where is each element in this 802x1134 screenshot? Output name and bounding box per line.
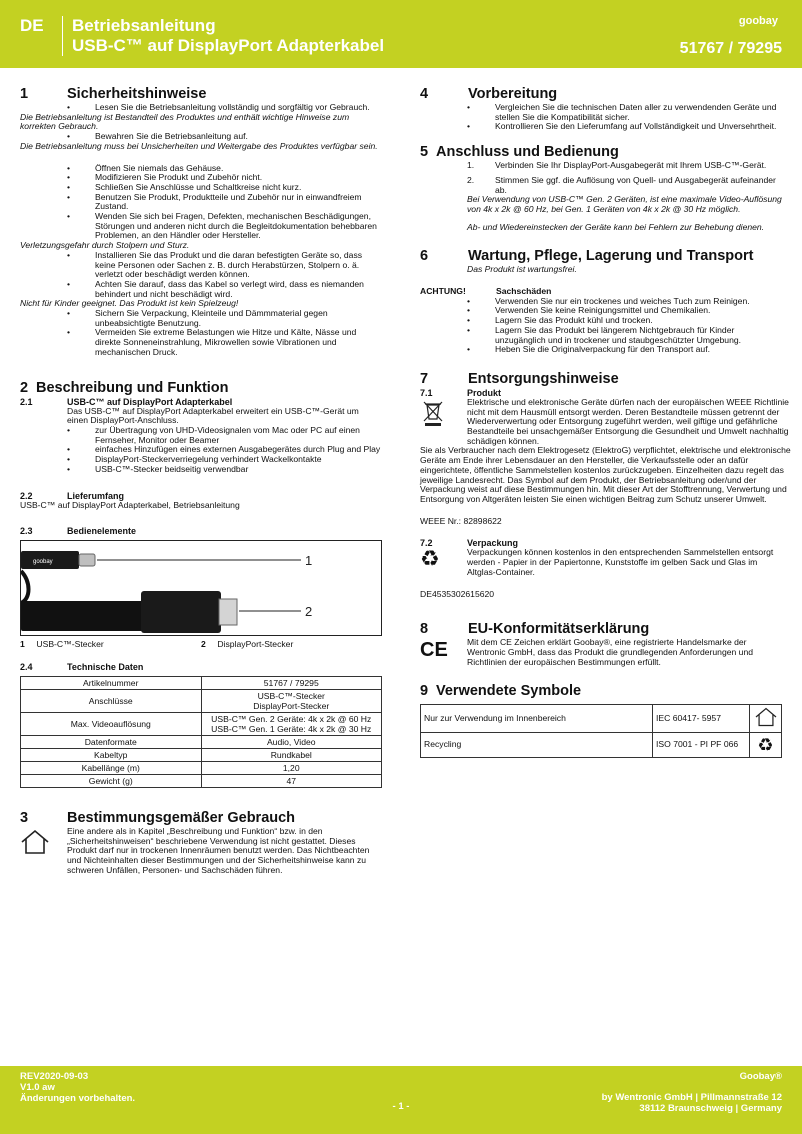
table-row	[21, 676, 382, 689]
safety-list-b	[20, 251, 382, 300]
revision: REV2020-09-03	[20, 1071, 89, 1082]
page-header	[0, 0, 802, 68]
registration-number: DE4535302615620	[420, 588, 495, 599]
paragraph: Eine andere als in Kapitel „Beschreibung und Funktion“ bzw. in den „Sicherheitshinweisen“ beschriebene Verwendung ist nicht gestattet. Dieses Produkt darf nur in trockenen Innenräumen benutzt werden. Das Nichtbeachten und Nichteinhalten dieser Bestimmungen und der Sicherheitshinweise kann zu schweren Unfällen, Personen- und Sachschäden führen.	[67, 825, 370, 875]
section-2-heading	[20, 380, 382, 397]
conformity-body	[420, 638, 786, 667]
subsection-number: 2.4	[20, 661, 33, 672]
table-cell: Artikelnummer	[21, 676, 202, 689]
step-text: Stimmen Sie ggf. die Auflösung von Quell- und Ausgabegerät aufeinander ab.	[495, 174, 776, 195]
weee-number: WEEE Nr.: 82898622	[420, 515, 502, 526]
list-item: • DisplayPort-Steckerverriegelung verhindert Wackelkontakte	[95, 455, 382, 465]
house-icon	[20, 829, 50, 855]
step-number: 1.	[467, 160, 475, 171]
caption-text: DisplayPort-Stecker	[217, 639, 294, 650]
italic-note: Die Betriebsanleitung muss bei Unsicherheiten und Weitergabe des Produktes verfügbar sein.	[20, 140, 378, 151]
table-cell: Anschlüsse	[21, 689, 202, 712]
table-cell: IEC 60417- 5957	[653, 705, 750, 733]
brand-name: Goobay®	[739, 1071, 782, 1082]
section-title: Vorbereitung	[468, 86, 558, 102]
connection-steps	[420, 161, 786, 195]
left-column	[20, 86, 382, 875]
cell-value: 47	[286, 775, 297, 786]
table-row	[21, 774, 382, 787]
table-cell	[750, 733, 782, 758]
section-8-heading	[420, 621, 786, 638]
right-column	[420, 86, 791, 758]
dp-plug-tip	[219, 599, 237, 625]
section-title: Anschluss und Bedienung	[436, 144, 619, 161]
subsection-number: 7.2	[420, 538, 433, 549]
section-number: 3	[20, 809, 29, 826]
changes-note: Änderungen vorbehalten.	[20, 1093, 136, 1104]
list-item: • Installieren Sie das Produkt und die daran befestigten Geräte so, dass keine Personen oder Sachen z. B. durch Herabstürzen, Stolpern o. ä. verletzt oder beschädigt werden können.	[95, 251, 382, 280]
section-3-body	[20, 827, 382, 876]
address-line: by Wentronic GmbH | Pillmannstraße 12	[601, 1092, 782, 1103]
section-number: 9	[420, 683, 429, 700]
document-title	[72, 16, 384, 56]
table-row	[421, 733, 782, 758]
table-cell	[201, 689, 382, 712]
caption-text: USB-C™-Stecker	[36, 639, 104, 650]
list-item: • Wenden Sie sich bei Fragen, Defekten, mechanischen Beschädigungen, Störungen und anderen nicht durch die Begleitdokumentation behebbaren Problemen, an den Händler oder Hersteller.	[95, 212, 382, 241]
product-figure	[20, 540, 382, 636]
table-cell: Gewicht (g)	[21, 774, 202, 787]
subsection-title: Bedienelemente	[67, 526, 137, 537]
company-address	[602, 1092, 782, 1114]
italic-note: Bei Verwendung von USB-C™ Gen. 2 Geräten, ist eine maximale Video-Auflösung von 4k x 2k @ 60 Hz, bei Gen. 1 Geräten von 4k x 2k @ 30 Hz möglich.	[467, 194, 782, 214]
logo-text: goobay	[738, 15, 778, 27]
section-5-heading	[420, 144, 786, 161]
section-title: Wartung, Pflege, Lagerung und Transport	[468, 248, 754, 265]
subsection-title: Verpackung	[467, 538, 519, 549]
subsection-2-1-heading	[20, 397, 382, 407]
cell-value: Rundkabel	[270, 749, 312, 760]
list-item: • Bewahren Sie die Betriebsanleitung auf.	[95, 132, 382, 142]
table-cell: Recycling	[421, 733, 653, 758]
table-cell	[201, 748, 382, 761]
paragraph: USB-C™ auf DisplayPort Adapterkabel, Betriebsanleitung	[20, 499, 240, 510]
section-title: Entsorgungshinweise	[468, 370, 619, 387]
article-numbers: 51767 / 79295	[679, 40, 782, 57]
paragraph: Verpackungen können kostenlos in den entsprechenden Sammelstellen entsorgt werden - Papier in der Papiertonne, Kunststoffe im gelben Sack und Glas im Altglas-Container.	[467, 547, 774, 577]
feature-list	[20, 426, 382, 475]
table-cell: Datenformate	[21, 735, 202, 748]
plug-brand: goobay	[33, 559, 53, 566]
subsection-number: 7.1	[420, 387, 433, 398]
page-number: - 1 -	[392, 1101, 410, 1112]
list-item: • einfaches Hinzufügen eines externen Ausgabegerätes durch Plug and Play	[95, 445, 382, 455]
section-title: Verwendete Symbole	[436, 683, 582, 700]
section-4-heading	[420, 86, 786, 103]
step-text: Verbinden Sie Ihr DisplayPort-Ausgabegerät mit Ihrem USB-C™-Gerät.	[495, 160, 767, 171]
list-item: • Kontrollieren Sie den Lieferumfang auf Vollständigkeit und Unversehrtheit.	[495, 122, 786, 132]
list-item: • Modifizieren Sie Produkt und Zubehör nicht.	[95, 173, 382, 183]
section-title: Beschreibung und Funktion	[36, 379, 229, 396]
step-number: 2.	[467, 174, 475, 185]
paragraph: Sie als Verbraucher nach dem Elektrogesetz (ElektroG) verpflichtet, elektrische und elektronische Geräte am Ende ihrer Lebensdauer an den Hersteller, die Verkaufsstelle oder an dafür eingerichtete, öffentliche Sammelstellen kostenlos zurückzugeben. Einzelheiten dazu regelt das jeweilige Landesrecht. Das Symbol auf dem Produkt, der Betriebsanleitung oder/und der Verpackung weist auf diese Bestimmungen hin. Mit dieser Art der Stofftrennung, Verwertung und Entsorgung von Altgeräten leisten Sie einen wichtigen Beitrag zum Schutz unserer Umwelt.	[420, 445, 791, 504]
cable-to-dp	[21, 601, 143, 631]
section-3-heading	[20, 810, 382, 827]
caption-number: 1	[20, 639, 25, 650]
section-number: 4	[420, 86, 429, 102]
language-code: DE	[20, 16, 44, 35]
table-cell	[750, 705, 782, 733]
cable-loop	[21, 571, 29, 603]
cell-value: 51767 / 79295	[263, 677, 319, 688]
section-number: 7	[420, 370, 429, 387]
list-item: • Lesen Sie die Betriebsanleitung vollständig und sorgfältig vor Gebrauch.	[95, 103, 382, 113]
table-cell: Kabeltyp	[21, 748, 202, 761]
packaging-body	[420, 548, 786, 577]
section-number: 6	[420, 248, 429, 265]
cell-value: Audio, Video	[266, 736, 316, 747]
ce-mark-icon: CE	[420, 639, 448, 662]
list-item: • Achten Sie darauf, dass das Kabel so verlegt wird, dass es niemanden behindert und nicht beschädigt wird.	[95, 280, 382, 299]
section-number: 1	[20, 86, 29, 102]
cell-value: DisplayPort-Stecker	[253, 700, 330, 711]
care-list	[420, 297, 786, 355]
subsection-title: Produkt	[467, 387, 502, 398]
table-cell	[201, 735, 382, 748]
list-item: • Lagern Sie das Produkt kühl und trocken.	[495, 316, 786, 326]
list-item: • Heben Sie die Originalverpackung für den Transport auf.	[495, 345, 786, 355]
section-7-heading	[420, 371, 786, 388]
list-item: • Vergleichen Sie die technischen Daten aller zu verwendenden Geräte und stellen Sie die Kompatibilität sicher.	[495, 103, 786, 122]
cell-value: USB-C™-Stecker	[257, 690, 325, 701]
revision-info	[20, 1071, 135, 1104]
tech-data-table	[20, 676, 382, 788]
safety-list-a	[20, 164, 382, 242]
italic-note: Ab- und Wiedereinstecken der Geräte kann bei Fehlern zur Behebung dienen.	[467, 221, 765, 232]
warning-title: Sachschäden	[496, 286, 552, 297]
usb-c-plug-tip	[79, 554, 95, 566]
step-item	[467, 174, 786, 195]
paragraph: Elektrische und elektronische Geräte dürfen nach der europäischen WEEE Richtlinie nicht mit dem Hausmüll entsorgt werden. Deren Bestandteile müssen getrennt der Wiederverwertung oder Entsorgung zugeführt werden, weil giftige und gefährliche Bestandteile bei unsachgemäßer Entsorgung die Gesundheit und Umwelt nachhaltig schädigen können.	[467, 396, 789, 446]
list-item: • Lagern Sie das Produkt bei längerem Nichtgebrauch für Kinder unzugänglich und in trockener und staubgeschützter Umgebung.	[495, 326, 786, 345]
house-icon	[754, 707, 778, 727]
fig-label-2: 2	[305, 604, 313, 620]
section-1-heading	[20, 86, 382, 103]
subsection-2-3-heading	[20, 526, 382, 536]
disposal-body	[420, 396, 791, 505]
list-item: • USB-C™-Stecker beidseitig verwendbar	[95, 465, 382, 475]
table-row	[21, 735, 382, 748]
table-row	[421, 705, 782, 733]
section-number: 5	[420, 144, 429, 161]
address-line: 38112 Braunschweig | Germany	[639, 1103, 782, 1114]
list-item: • Verwenden Sie nur ein trockenes und weiches Tuch zum Reinigen.	[495, 297, 786, 307]
list-item: • zur Übertragung von UHD-Videosignalen vom Mac oder PC auf einen Fernseher, Monitor oder Beamer	[95, 426, 382, 445]
caption-number: 2	[201, 639, 206, 650]
caption-2	[201, 640, 382, 650]
list-item: • Öffnen Sie niemals das Gehäuse.	[95, 164, 382, 174]
goobay-logo	[739, 15, 778, 27]
table-cell: Kabellänge (m)	[21, 761, 202, 774]
fig-label-1: 1	[305, 553, 313, 569]
italic-note: Verletzungsgefahr durch Stolpern und Sturz.	[20, 240, 190, 251]
table-cell: Nur zur Verwendung im Innenbereich	[421, 705, 653, 733]
table-row	[21, 748, 382, 761]
italic-note: Die Betriebsanleitung ist Bestandteil des Produktes und enthält wichtige Hinweise zum korrekten Gebrauch.	[20, 111, 350, 132]
page-footer	[0, 1066, 802, 1134]
list-item: • Verwenden Sie keine Reinigungsmittel und Chemikalien.	[495, 306, 786, 316]
weee-bin-icon	[422, 400, 444, 426]
recycling-icon: ♻	[420, 546, 440, 572]
cable-illustration	[21, 541, 381, 635]
table-cell	[201, 676, 382, 689]
subsection-title: USB-C™ auf DisplayPort Adapterkabel	[67, 396, 233, 407]
subsection-2-2-heading	[20, 491, 382, 501]
list-item: • Vermeiden Sie extreme Belastungen wie Hitze und Kälte, Nässe und direkte Sonneneinstrahlung, Mikrowellen sowie Vibrationen und mechanischen Druck.	[95, 328, 382, 357]
title-line-2: USB-C™ auf DisplayPort Adapterkabel	[72, 36, 385, 55]
cell-value: USB-C™ Gen. 2 Geräte: 4k x 2k @ 60 Hz	[211, 713, 372, 724]
italic-note: Nicht für Kinder geeignet. Das Produkt ist kein Spielzeug!	[20, 298, 239, 309]
table-cell	[201, 774, 382, 787]
section-title: EU-Konformitätserklärung	[468, 621, 650, 638]
italic-note: Das Produkt ist wartungsfrei.	[467, 264, 577, 275]
list-item: • Sichern Sie Verpackung, Kleinteile und Dämmmaterial gegen unbeabsichtigte Benutzung.	[95, 309, 382, 328]
table-row	[21, 761, 382, 774]
section-6-heading	[420, 248, 786, 265]
section-number: 2	[20, 379, 29, 396]
warning-label: ACHTUNG!	[420, 286, 466, 297]
symbols-table	[420, 704, 782, 758]
section-title: Bestimmungsgemäßer Gebrauch	[67, 809, 296, 826]
header-divider	[62, 16, 63, 56]
paragraph: Mit dem CE Zeichen erklärt Goobay®, eine registrierte Handelsmarke der Wentronic GmbH, dass das Produkt die grundlegenden Anforderungen und Richtlinien der europäischen Bestimmungen erfüllt.	[467, 637, 754, 667]
safety-list-c	[20, 309, 382, 358]
list-item: • Schließen Sie Anschlüsse und Schaltkreise nicht kurz.	[95, 183, 382, 193]
subsection-number: 2.3	[20, 526, 33, 537]
title-line-1: Betriebsanleitung	[72, 16, 216, 35]
caption-1	[20, 640, 201, 650]
subsection-2-4-heading	[20, 662, 382, 672]
dp-plug-body	[141, 591, 221, 633]
paragraph: Das USB-C™ auf DisplayPort Adapterkabel erweitert ein USB-C™-Gerät um einen DisplayPort-Anschluss.	[67, 405, 359, 426]
subsection-number: 2.2	[20, 490, 33, 501]
subsection-title: Lieferumfang	[67, 490, 125, 501]
step-item	[467, 160, 786, 171]
figure-captions	[20, 640, 382, 650]
table-cell	[201, 761, 382, 774]
section-title: Sicherheitshinweise	[67, 86, 207, 102]
section-9-heading	[420, 683, 786, 700]
version: V1.0 aw	[20, 1082, 55, 1093]
table-cell: ISO 7001 - PI PF 066	[653, 733, 750, 758]
table-cell	[201, 712, 382, 735]
table-row	[21, 689, 382, 712]
cell-value: USB-C™ Gen. 1 Geräte: 4k x 2k @ 30 Hz	[211, 723, 372, 734]
subsection-number: 2.1	[20, 396, 33, 407]
list-item: • Benutzen Sie Produkt, Produktteile und Zubehör nur in einwandfreiem Zustand.	[95, 193, 382, 212]
preparation-list	[420, 103, 786, 132]
table-cell: Max. Videoauflösung	[21, 712, 202, 735]
cell-value: 1,20	[282, 762, 300, 773]
section-number: 8	[420, 621, 429, 638]
recycling-icon: ♻	[757, 735, 774, 756]
table-row	[21, 712, 382, 735]
subsection-title: Technische Daten	[67, 661, 144, 672]
